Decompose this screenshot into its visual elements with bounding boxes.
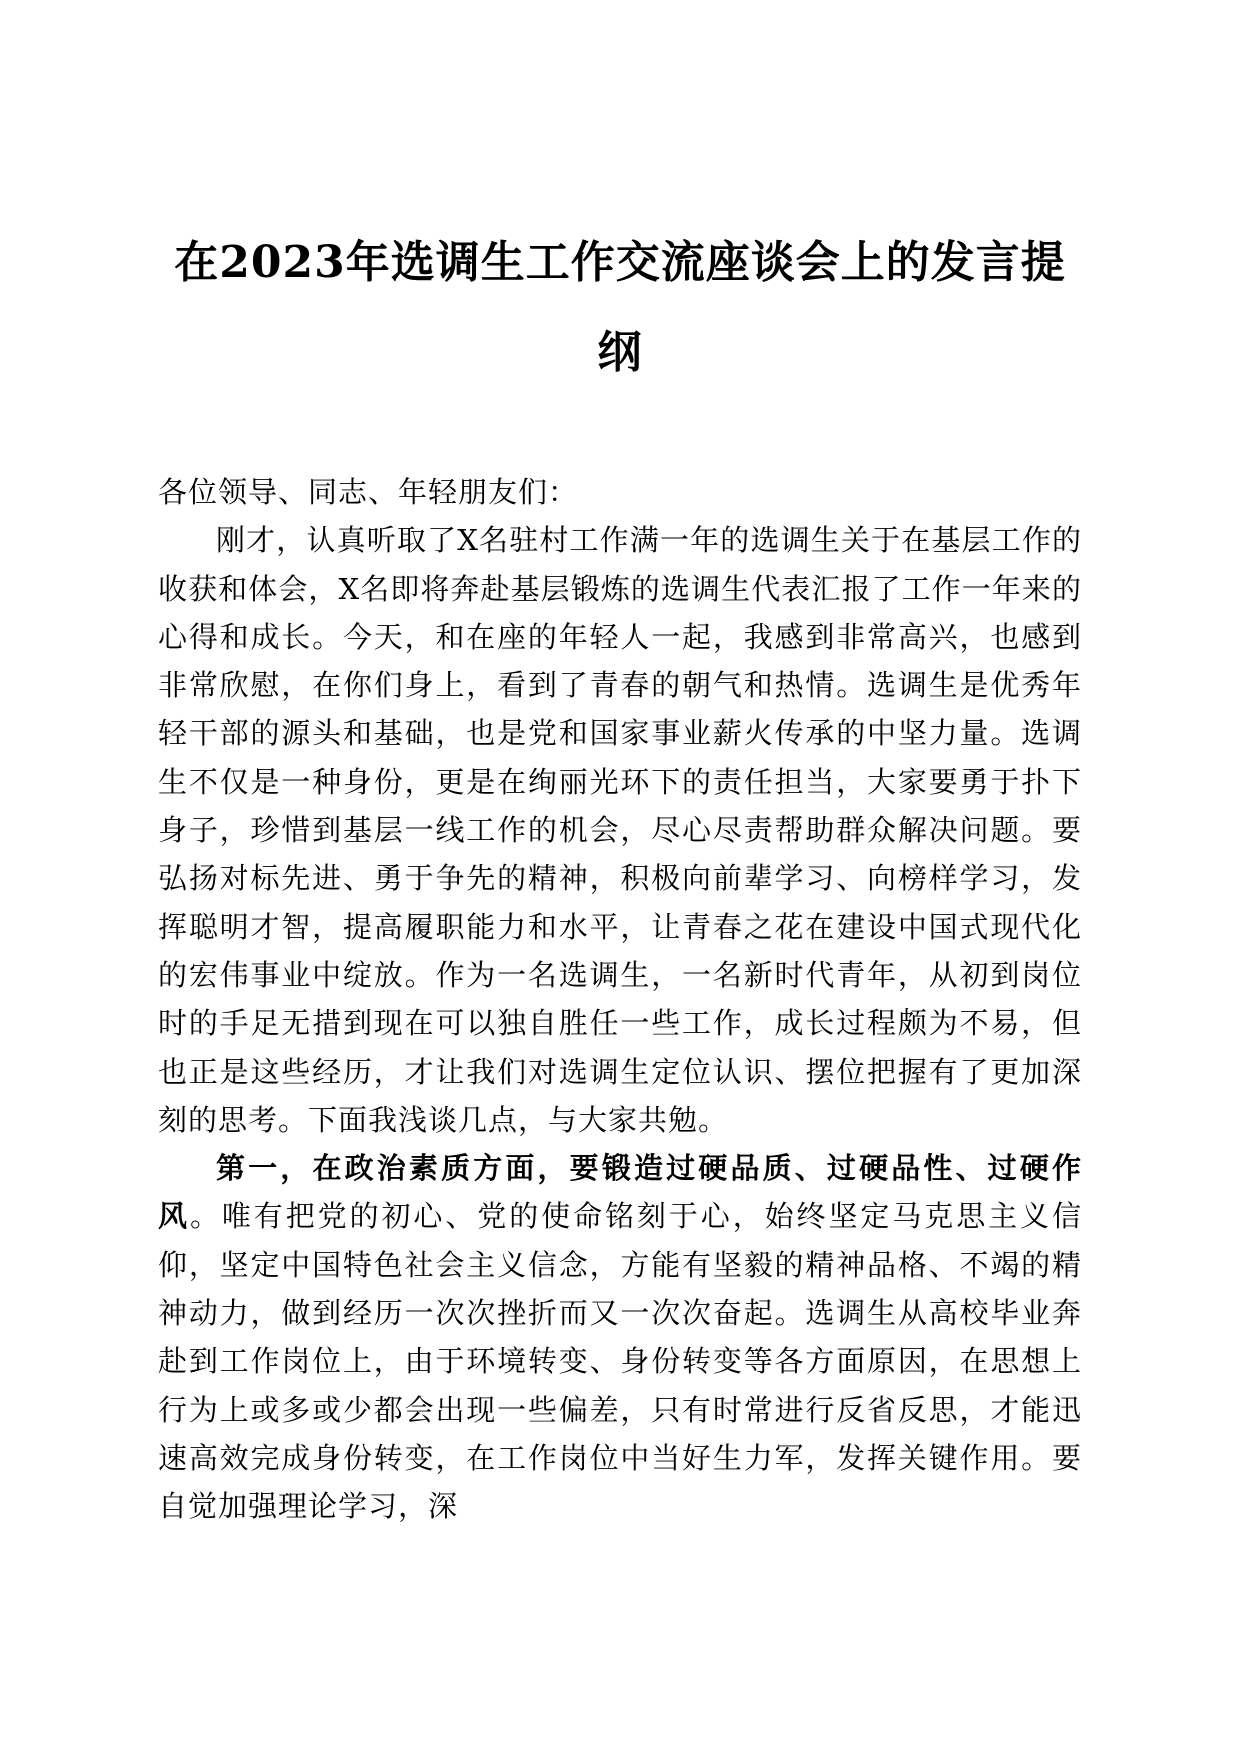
paragraph-2-body: 。唯有把党的初心、党的使命铭刻于心，始终坚定马克思主义信仰，坚定中国特色社会主义信念，方能有坚毅的精神品格、不竭的精神动力，做到经历一次次挫折而又一次次奋起。选调生从高校毕业奔赴到工作岗位上，由于环境转变、身份转变等各方面原因，在思想上行为上或多或少都会出现一些偏差，只有时常进行反省反思，才能迅速高效完成身份转变，在工作岗位中当好生力军，发挥关键作用。要自觉加强理论学习，深: [158, 1199, 1082, 1524]
title-line-1: 在2023年选调生工作交流座谈会上的发言提: [174, 237, 1066, 288]
paragraph-2: [158, 1144, 1082, 1530]
salutation: 各位领导、同志、年轻朋友们：: [158, 475, 579, 509]
paragraph-1: 刚才，认真听取了X名驻村工作满一年的选调生关于在基层工作的收获和体会，X名即将奔赴基层锻炼的选调生代表汇报了工作一年来的心得和成长。今天，和在座的年轻人一起，我感到非常高兴，也感到非常欣慰，在你们身上，看到了青春的朝气和热情。选调生是优秀年轻干部的源头和基础，也是党和国家事业薪火传承的中坚力量。选调生不仅是一种身份，更是在绚丽光环下的责任担当，大家要勇于扑下身子，珍惜到基层一线工作的机会，尽心尽责帮助群众解决问题。要弘扬对标先进、勇于争先的精神，积极向前辈学习、向榜样学习，发挥聪明才智，提高履职能力和水平，让青春之花在建设中国式现代化的宏伟事业中绽放。作为一名选调生，一名新时代青年，从初到岗位时的手足无措到现在可以独自胜任一些工作，成长过程颇为不易，但也正是这些经历，才让我们对选调生定位认识、摆位把握有了更加深刻的思考。下面我浅谈几点，与大家共勉。: [158, 523, 1082, 1137]
document-body: [158, 468, 1082, 1531]
paragraph-2-heading: 第一，在政治素质方面，要锻造过硬品质、过硬品性、过硬作风: [158, 1151, 1082, 1234]
document-title: [150, 218, 1090, 398]
title-line-2: 纲: [597, 327, 643, 378]
